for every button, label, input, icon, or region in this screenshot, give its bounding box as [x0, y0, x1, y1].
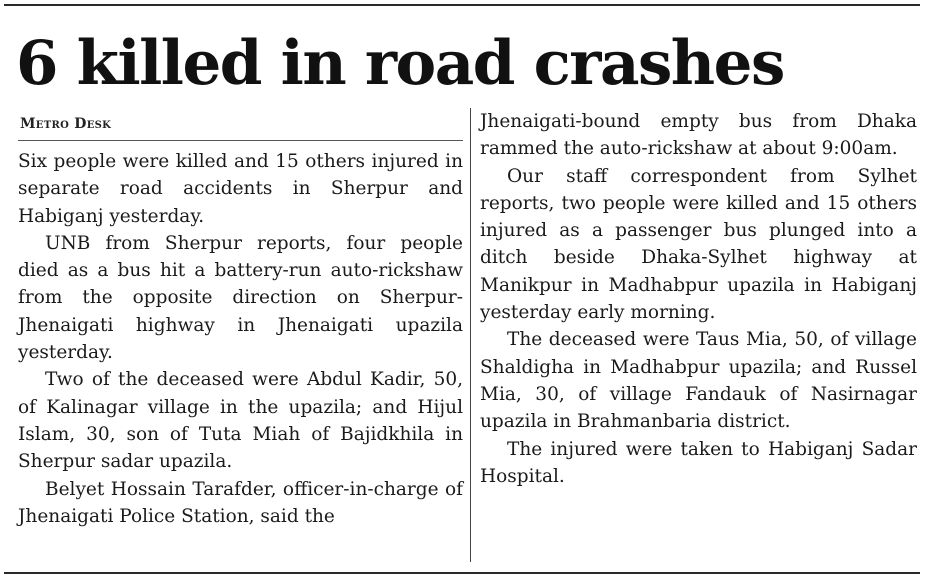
paragraph: Two of the deceased were Abdul Kadir, 50, of Kalinagar village in the upazila; and Hijul Islam, 30, son of Tuta Miah of Bajidkhila in Sherpur sadar upazila.: [18, 369, 463, 473]
paragraph: Our staff correspondent from Sylhet reports, two people were killed and 15 others injured as a passenger bus plunged into a ditch beside Dhaka-Sylhet highway at Manikpur in Madhabpur upazila in Habiganj yesterday early morning.: [480, 165, 917, 324]
column-divider: [470, 108, 471, 562]
paragraph: The deceased were Taus Mia, 50, of village Shaldigha in Madhabpur upazila; and Russel Mia, 30, of village Fandauk of Nasirnagar upazila in Brahmanbaria district.: [480, 329, 917, 433]
article-column-right: [480, 108, 917, 490]
headline: 6 killed in road crashes: [16, 28, 784, 99]
top-rule: [4, 4, 920, 6]
article-column-left: [18, 148, 463, 530]
paragraph: Jhenaigati-bound empty bus from Dhaka rammed the auto-rickshaw at about 9:00am.: [480, 111, 917, 160]
paragraph: Belyet Hossain Tarafder, officer-in-charge of Jhenaigati Police Station, said the: [18, 478, 463, 527]
bottom-rule: [4, 572, 920, 574]
paragraph: UNB from Sherpur reports, four people died as a bus hit a battery-run auto-rickshaw from the opposite direction on Sherpur-Jhenaigati highway in Jhenaigati upazila yesterday.: [18, 232, 463, 364]
byline-divider: [18, 140, 463, 141]
paragraph: Six people were killed and 15 others injured in separate road accidents in Sherpur and Habiganj yesterday.: [18, 151, 463, 227]
byline: Metro Desk: [20, 116, 112, 132]
paragraph: The injured were taken to Habiganj Sadar Hospital.: [480, 438, 917, 487]
